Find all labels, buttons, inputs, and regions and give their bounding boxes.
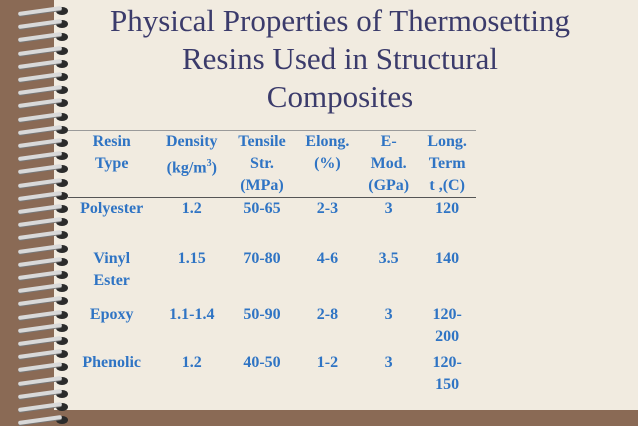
binding-ring	[18, 151, 70, 162]
binding-ring	[18, 125, 70, 136]
binding-ring	[18, 191, 70, 202]
cell-tensile: 50-65	[243, 200, 281, 217]
binding-ring	[18, 389, 70, 400]
binding-ring	[18, 59, 70, 70]
cell-resin: Vinyl Ester	[93, 250, 131, 289]
cell-density: 1.15	[177, 250, 206, 267]
header-density: Density $(kg/m^3)$	[166, 133, 218, 177]
binding-ring	[18, 336, 70, 347]
binding-ring	[18, 270, 70, 281]
binding-ring	[18, 85, 70, 96]
binding-ring	[18, 6, 70, 17]
binding-ring	[18, 46, 70, 57]
binding-ring	[18, 98, 70, 109]
cell-resin: Polyester	[80, 200, 144, 217]
binding-ring	[18, 415, 70, 426]
cell-long: 120- 200	[432, 306, 462, 345]
binding-ring	[18, 257, 70, 268]
cell-elong: 4-6	[316, 250, 339, 267]
cell-tensile: 40-50	[243, 354, 281, 371]
cell-resin: Phenolic	[82, 354, 142, 371]
table-header-row	[68, 131, 476, 198]
binding-ring	[18, 138, 70, 149]
header-long-term: Long. Term t ,(C)	[427, 133, 467, 194]
cell-tensile: 50-90	[243, 306, 281, 323]
spiral-binding	[0, 0, 70, 425]
cell-emod: 3	[384, 306, 393, 323]
binding-ring	[18, 217, 70, 228]
slide-title	[70, 2, 610, 116]
cell-emod: 3	[384, 354, 393, 371]
title-line-2: Resins Used in Structural	[182, 41, 498, 76]
binding-ring	[18, 72, 70, 83]
binding-ring	[18, 32, 70, 43]
binding-ring	[18, 244, 70, 255]
binding-ring	[18, 178, 70, 189]
header-resin-type: Resin Type	[92, 133, 131, 172]
header-elongation: Elong. (%)	[305, 133, 350, 172]
header-emod: E- Mod. (GPa)	[368, 133, 410, 194]
binding-ring	[18, 230, 70, 241]
cell-elong: 2-8	[316, 306, 339, 323]
table-row	[68, 198, 476, 249]
title-line-3: Composites	[266, 79, 414, 114]
binding-ring	[18, 310, 70, 321]
title-line-1: Physical Properties of Thermosetting	[109, 3, 571, 38]
cell-emod: 3.5	[378, 250, 399, 267]
table-row	[68, 248, 476, 304]
binding-ring	[18, 19, 70, 30]
cell-resin: Epoxy	[89, 306, 134, 323]
cell-density: 1.2	[181, 200, 202, 217]
cell-tensile: 70-80	[243, 250, 281, 267]
cell-elong: 1-2	[316, 354, 339, 371]
binding-ring	[18, 204, 70, 215]
binding-ring	[18, 323, 70, 334]
header-tensile: Tensile Str. (MPa)	[238, 133, 286, 194]
binding-ring	[18, 112, 70, 123]
cell-emod: 3	[384, 200, 393, 217]
properties-table	[68, 130, 476, 400]
cell-long: 140	[435, 250, 460, 267]
table-row	[68, 304, 476, 352]
table-row	[68, 352, 476, 400]
binding-ring	[18, 349, 70, 360]
cell-elong: 2-3	[316, 200, 339, 217]
binding-ring	[18, 376, 70, 387]
binding-ring	[18, 296, 70, 307]
binding-ring	[18, 402, 70, 413]
cell-density: 1.1-1.4	[169, 306, 215, 323]
cell-long: 120- 150	[432, 354, 462, 393]
binding-ring	[18, 362, 70, 373]
binding-ring	[18, 283, 70, 294]
binding-ring	[18, 164, 70, 175]
cell-long: 120	[435, 200, 460, 217]
cell-density: 1.2	[181, 354, 202, 371]
